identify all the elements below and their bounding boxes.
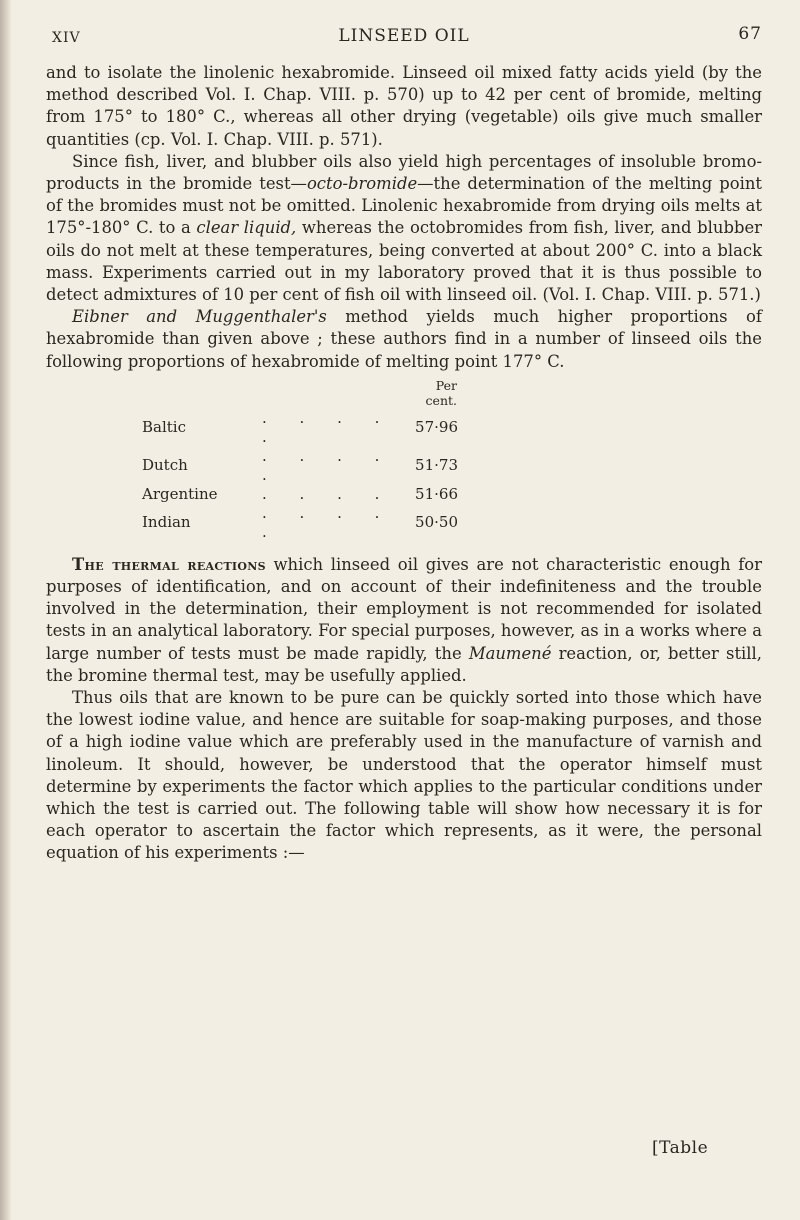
paragraph-2 <box>46 151 762 306</box>
paragraph-3-text: method yields much higher proportions of hexabromide than given above ; these authors find in a number of linseed oils the following proportions of hexabromide of melting point 177° C. <box>46 307 762 371</box>
book-page <box>46 22 762 865</box>
table-cell-value: 51·73 <box>415 456 458 475</box>
table-cell-name: Dutch <box>142 456 188 475</box>
table-cell-value: 57·96 <box>415 418 458 437</box>
paragraph-3-authors: Eibner and Muggenthaler's <box>72 307 327 327</box>
running-title: LINSEED OIL <box>338 26 470 46</box>
hexabromide-table <box>142 377 458 542</box>
table-cell-value: 50·50 <box>415 513 458 532</box>
running-header <box>46 22 762 62</box>
paragraph-2-text-b: —the determination of the melting point of the bromides must not be omitted. Linolenic hexabromide from drying oils melts at 175°-180° C. to a <box>46 174 762 238</box>
table-cell-leader: . . . . . <box>262 446 394 484</box>
paragraph-2-text-a: Since fish, liver, and blubber oils also yield high percentages of insoluble bromo-products in the bromide test— <box>46 151 762 194</box>
table-cell-name: Argentine <box>142 484 218 503</box>
catchword: [Table <box>652 1138 709 1158</box>
table-cell-leader: . . . . <box>262 484 394 503</box>
table-row <box>142 447 458 485</box>
paragraph-4-text-a: which linseed oil gives are not characteristic enough for purposes of identification, and on account of their indefiniteness and the trouble involved in the determination, their employment is not recommended for isolated tests in an analytical laboratory. For special purposes, however, as in a works where a large number of tests must be made rapidly, the <box>46 554 763 663</box>
paragraph-3 <box>46 306 762 373</box>
table-row <box>142 409 458 447</box>
table-cell-leader: . . . . . <box>262 503 394 541</box>
paragraph-4-emphasis: Maumené <box>468 643 552 663</box>
table-cell-name: Baltic <box>142 418 186 437</box>
paragraph-5: Thus oils that are known to be pure can be quickly sorted into those which have the lowest iodine value, and hence are suitable for soap-making purposes, and those of a high iodine value which are preferably used in the manufacture of varnish and linoleum. It should, however, be understood that the operator himself must determine by experiments the factor which applies to the particular conditions under which the test is carried out. The following table will show how necessary it is for each operator to ascertain the factor which represents, as it were, the personal equation of his experiments :— <box>46 688 762 863</box>
table-row <box>142 504 458 542</box>
paragraph-4-lead: The thermal reactions <box>72 554 266 574</box>
paragraph-2-text-c: whereas the octobromides from fish, liver, and blubber oils do not melt at these temperatures, being converted at about 200° C. into a black mass. Experiments carried out in my laboratory proved that it is thus possible to detect admixtures of 10 per cent of fish oil with linseed oil. (Vol. I. Chap. VIII. p. 571.) <box>46 218 762 305</box>
table-header-row <box>142 377 458 409</box>
table-cell-name: Indian <box>142 513 191 532</box>
chapter-number: XIV <box>52 30 81 46</box>
table-row <box>142 485 458 504</box>
table-unit-header: Per cent. <box>425 377 457 408</box>
paragraph-2-emphasis-1: octo-bromide <box>306 174 418 194</box>
paragraph-4 <box>46 554 762 687</box>
paragraph-2-emphasis-2: clear liquid, <box>196 218 297 238</box>
page-binding-edge <box>0 0 12 1220</box>
table-cell-value: 51·66 <box>415 484 458 503</box>
page-number: 67 <box>738 24 762 44</box>
paragraph-1: and to isolate the linolenic hexabromide. Linseed oil mixed fatty acids yield (by the method described Vol. I. Chap. VIII. p. 570) up to 42 per cent of bromide, melting from 175° to 180° C., whereas all other drying (vegetable) oils give much smaller quantities (cp. Vol. I. Chap. VIII. p. 571). <box>46 63 762 149</box>
table-cell-leader: . . . . . <box>262 408 394 446</box>
paragraph-4-text-b: reaction, or, better still, the bromine thermal test, may be usefully applied. <box>46 643 762 685</box>
